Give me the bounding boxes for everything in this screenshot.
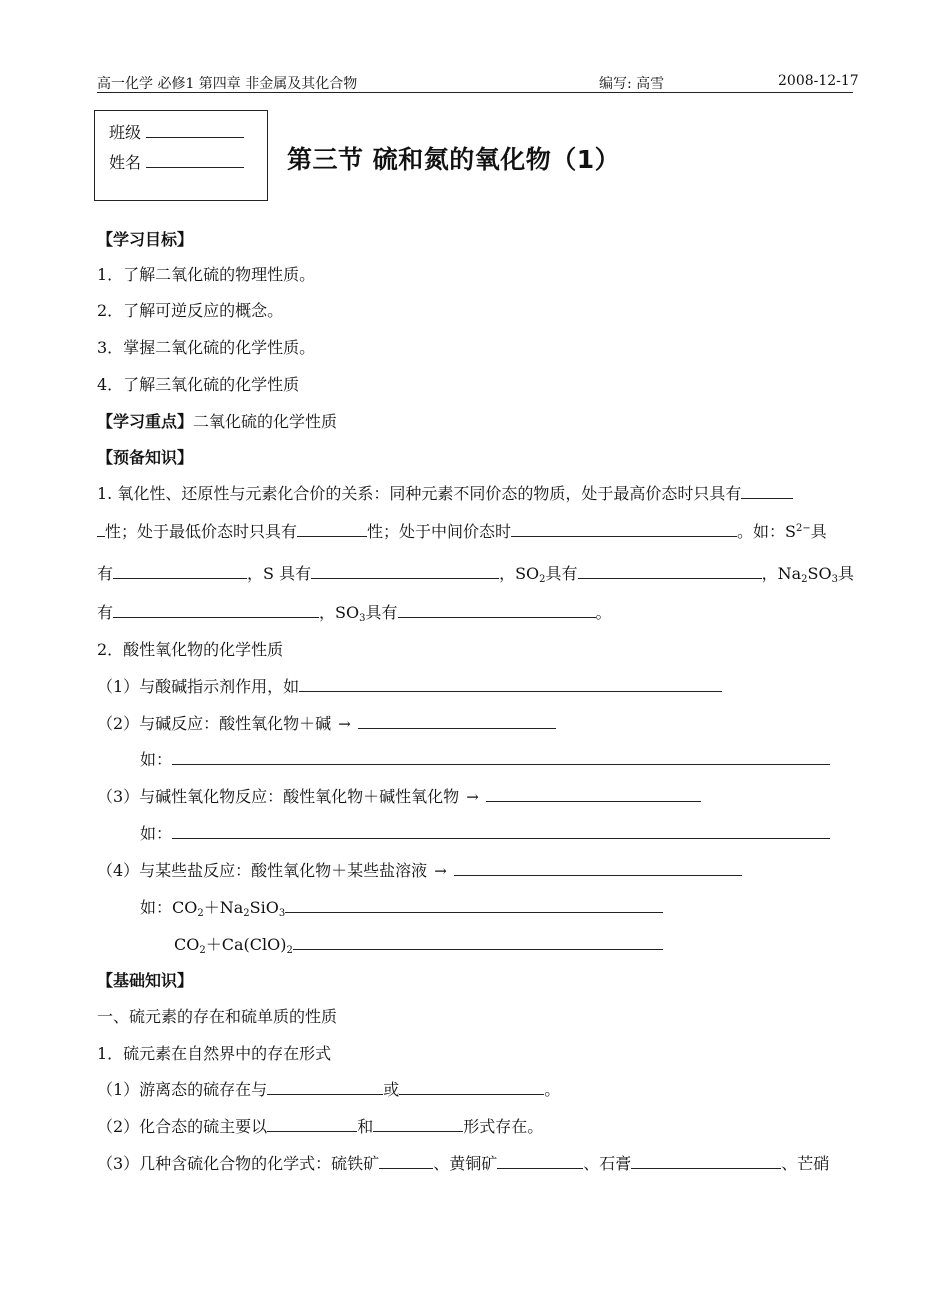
answer-blank[interactable] bbox=[741, 484, 793, 499]
header-rule bbox=[97, 92, 853, 93]
answer-blank[interactable] bbox=[398, 603, 596, 618]
name-blank[interactable] bbox=[146, 153, 244, 168]
prep-q3-example bbox=[140, 821, 830, 844]
prep-text: 有 bbox=[97, 603, 114, 622]
prep-p1-line4 bbox=[97, 600, 612, 624]
prep-q3 bbox=[97, 784, 701, 807]
prep-p1-line3 bbox=[97, 561, 854, 585]
answer-blank[interactable] bbox=[285, 898, 663, 913]
subscript: 3 bbox=[359, 613, 366, 624]
prep-text: 。 bbox=[595, 603, 612, 622]
header-author: 编写: 高雪 bbox=[599, 76, 665, 92]
prep-text: 具有 bbox=[545, 564, 578, 583]
answer-blank[interactable] bbox=[379, 1154, 433, 1169]
focus-line bbox=[97, 409, 337, 432]
subscript: 2 bbox=[199, 945, 206, 956]
basic-text: 、芒硝 bbox=[781, 1154, 830, 1173]
prep-text: （4）与某些盐反应：酸性氧化物＋某些盐溶液 bbox=[97, 861, 428, 880]
arrow-icon: → bbox=[434, 862, 447, 880]
prep-q2-example bbox=[140, 747, 830, 770]
prep-heading: 【预备知识】 bbox=[97, 448, 194, 467]
prep-p1-line2 bbox=[97, 519, 827, 542]
class-label: 班级 bbox=[109, 123, 142, 142]
subscript: 2 bbox=[539, 574, 546, 585]
goals-heading: 【学习目标】 bbox=[97, 230, 194, 249]
prep-text: 性；处于最低价态时只具有 bbox=[105, 522, 298, 541]
answer-blank[interactable] bbox=[311, 564, 499, 579]
answer-blank[interactable] bbox=[631, 1154, 781, 1169]
answer-blank[interactable] bbox=[299, 677, 722, 692]
class-blank[interactable] bbox=[146, 123, 244, 138]
subscript: 2 bbox=[801, 574, 808, 585]
answer-blank[interactable] bbox=[97, 522, 105, 537]
basic-text: 和 bbox=[357, 1117, 374, 1136]
header-date: 2008-12-17 bbox=[778, 73, 859, 89]
basic-r1 bbox=[97, 1077, 560, 1100]
answer-blank[interactable] bbox=[267, 1080, 383, 1095]
prep-text: （3）与碱性氧化物反应：酸性氧化物＋碱性氧化物 bbox=[97, 787, 460, 806]
answer-blank[interactable] bbox=[454, 861, 742, 876]
basic-text: 。 bbox=[544, 1080, 561, 1099]
answer-blank[interactable] bbox=[578, 564, 762, 579]
prep-text: 。如：S bbox=[737, 522, 796, 541]
goal-item: 2．了解可逆反应的概念。 bbox=[97, 301, 284, 320]
prep-text: 如： bbox=[140, 750, 173, 769]
prep-text: SiO bbox=[249, 898, 279, 917]
answer-blank[interactable] bbox=[486, 787, 701, 802]
arrow-icon: → bbox=[338, 715, 351, 733]
prep-text: 如：CO bbox=[140, 898, 198, 917]
subscript: 3 bbox=[278, 908, 286, 919]
focus-text: 二氧化硫的化学性质 bbox=[193, 412, 338, 431]
prep-text: 具 bbox=[837, 564, 854, 583]
subscript: 2 bbox=[197, 908, 204, 919]
goal-item: 3．掌握二氧化硫的化学性质。 bbox=[97, 338, 316, 357]
answer-blank[interactable] bbox=[293, 935, 663, 950]
prep-text: ，SO bbox=[499, 564, 540, 583]
answer-blank[interactable] bbox=[358, 714, 556, 729]
student-info-box bbox=[94, 110, 268, 201]
answer-blank[interactable] bbox=[267, 1117, 357, 1132]
prep-q4 bbox=[97, 858, 742, 881]
subscript: 3 bbox=[831, 574, 838, 585]
basic-heading: 【基础知识】 bbox=[97, 971, 194, 990]
prep-text: （1）与酸碱指示剂作用，如 bbox=[97, 677, 300, 696]
answer-blank[interactable] bbox=[172, 824, 830, 839]
basic-text: （3）几种含硫化合物的化学式：硫铁矿 bbox=[97, 1154, 380, 1173]
basic-text: 、黄铜矿 bbox=[433, 1154, 498, 1173]
basic-text: （2）化合态的硫主要以 bbox=[97, 1117, 268, 1136]
page-title: 第三节 硫和氮的氧化物（1） bbox=[287, 145, 621, 174]
prep-text: 如： bbox=[140, 824, 173, 843]
basic-r3 bbox=[97, 1151, 829, 1174]
prep-text: 具有 bbox=[365, 603, 398, 622]
header-course: 高一化学 必修1 第四章 非金属及其化合物 bbox=[97, 76, 358, 92]
prep-text: ，S 具有 bbox=[247, 564, 312, 583]
prep-text: ，SO bbox=[319, 603, 360, 622]
answer-blank[interactable] bbox=[399, 1080, 544, 1095]
prep-q4-example-1 bbox=[140, 895, 663, 919]
focus-heading: 【学习重点】 bbox=[97, 412, 194, 431]
basic-section-1: 一、硫元素的存在和硫单质的性质 bbox=[97, 1007, 338, 1026]
prep-p1-line1 bbox=[97, 481, 793, 504]
goal-item: 1．了解二氧化硫的物理性质。 bbox=[97, 265, 316, 284]
prep-q4-example-2 bbox=[174, 932, 663, 956]
answer-blank[interactable] bbox=[497, 1154, 583, 1169]
subscript: 2 bbox=[243, 908, 250, 919]
prep-p2: 2．酸性氧化物的化学性质 bbox=[97, 640, 284, 659]
prep-text: （2）与碱反应：酸性氧化物＋碱 bbox=[97, 714, 332, 733]
answer-blank[interactable] bbox=[297, 522, 367, 537]
prep-q2 bbox=[97, 711, 556, 734]
basic-section-1-1: 1．硫元素在自然界中的存在形式 bbox=[97, 1044, 332, 1063]
prep-text: SO bbox=[807, 564, 832, 583]
subscript: 2 bbox=[286, 945, 293, 956]
prep-text: CO bbox=[174, 935, 200, 954]
name-label: 姓名 bbox=[109, 153, 142, 172]
prep-text: ＋Na bbox=[203, 898, 244, 917]
goal-item: 4．了解三氧化硫的化学性质 bbox=[97, 375, 300, 394]
answer-blank[interactable] bbox=[113, 603, 319, 618]
prep-text: 具 bbox=[810, 522, 827, 541]
name-field bbox=[109, 150, 244, 173]
basic-text: 形式存在。 bbox=[463, 1117, 544, 1136]
prep-q1 bbox=[97, 674, 722, 697]
answer-blank[interactable] bbox=[113, 564, 247, 579]
basic-text: （1）游离态的硫存在与 bbox=[97, 1080, 268, 1099]
charge-superscript: 2− bbox=[796, 523, 811, 534]
class-field bbox=[109, 120, 244, 143]
prep-text: ，Na bbox=[761, 564, 802, 583]
prep-text: 1. 氧化性、还原性与元素化合价的关系：同种元素不同价态的物质，处于最高价态时只具有 bbox=[97, 484, 742, 503]
answer-blank[interactable] bbox=[373, 1117, 463, 1132]
prep-text: 有 bbox=[97, 564, 114, 583]
basic-r2 bbox=[97, 1114, 543, 1137]
answer-blank[interactable] bbox=[511, 522, 737, 537]
answer-blank[interactable] bbox=[172, 750, 830, 765]
basic-text: 或 bbox=[383, 1080, 400, 1099]
basic-text: 、石膏 bbox=[583, 1154, 632, 1173]
prep-text: ＋Ca(ClO) bbox=[205, 935, 287, 954]
arrow-icon: → bbox=[466, 788, 479, 806]
prep-text: 性；处于中间价态时 bbox=[367, 522, 512, 541]
